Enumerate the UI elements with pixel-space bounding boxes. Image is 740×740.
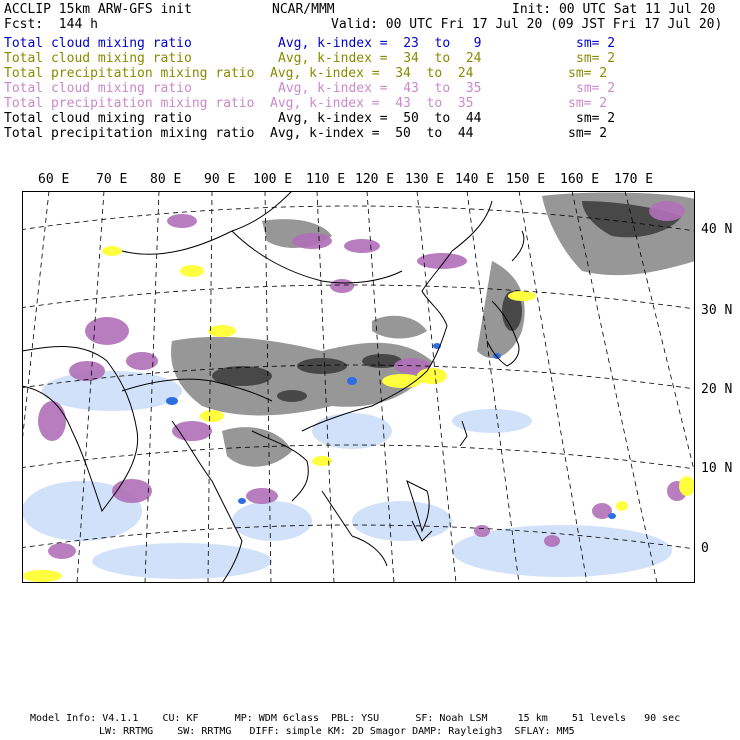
legend-row-field: Total precipitation mixing ratio [4, 66, 255, 81]
legend-row-field: Total cloud mixing ratio [4, 51, 192, 66]
model-info-line1: Model Info: V4.1.1 CU: KF MP: WDM 6class PBL: YSU SF: Noah LSM 15 km 51 levels 90 sec [30, 713, 681, 724]
legend-row-avg: Avg, k-index = 43 to 35 [270, 96, 474, 111]
lon-label: 140 E [455, 172, 495, 187]
lon-label: 60 E [38, 172, 70, 187]
legend-row-field: Total precipitation mixing ratio [4, 126, 255, 141]
valid-time: Valid: 00 UTC Fri 17 Jul 20 (09 JST Fri 17 Jul 20) [331, 17, 723, 32]
legend-row-sm: sm= 2 [568, 96, 608, 111]
lon-label: 170 E [614, 172, 654, 187]
lon-label: 150 E [506, 172, 546, 187]
model-info-line2: LW: RRTMG SW: RRTMG DIFF: simple KM: 2D Smagor DAMP: Rayleigh3 SFLAY: MM5 [99, 726, 575, 737]
legend-row-field: Total cloud mixing ratio [4, 81, 192, 96]
legend-row-avg: Avg, k-index = 34 to 24 [270, 66, 474, 81]
lat-label: 20 N [701, 382, 733, 397]
legend-row-sm: sm= 2 [568, 126, 608, 141]
lon-label: 100 E [253, 172, 293, 187]
legend-row-field: Total cloud mixing ratio [4, 111, 192, 126]
legend-row-sm: sm= 2 [576, 111, 616, 126]
forecast-map [22, 191, 695, 583]
organization-label: NCAR/MMM [272, 2, 335, 17]
lon-label: 110 E [306, 172, 346, 187]
lon-label: 160 E [560, 172, 600, 187]
legend-row-sm: sm= 2 [576, 36, 616, 51]
lat-label: 40 N [701, 222, 733, 237]
lat-label: 10 N [701, 461, 733, 476]
forecast-hour: Fcst: 144 h [4, 17, 98, 32]
init-time: Init: 00 UTC Sat 11 Jul 20 [512, 2, 716, 17]
lon-label: 70 E [96, 172, 128, 187]
legend-row-avg: Avg, k-index = 34 to 24 [278, 51, 482, 66]
lat-label: 30 N [701, 303, 733, 318]
legend-row-avg: Avg, k-index = 23 to 9 [278, 36, 482, 51]
legend-row-sm: sm= 2 [576, 51, 616, 66]
legend-row-avg: Avg, k-index = 43 to 35 [278, 81, 482, 96]
legend-row-avg: Avg, k-index = 50 to 44 [270, 126, 474, 141]
lon-label: 130 E [405, 172, 445, 187]
legend-row-field: Total precipitation mixing ratio [4, 96, 255, 111]
plot-title: ACCLIP 15km ARW-GFS init [4, 2, 192, 17]
lon-label: 80 E [150, 172, 182, 187]
legend-row-sm: sm= 2 [576, 81, 616, 96]
lon-label: 120 E [355, 172, 395, 187]
legend-row-avg: Avg, k-index = 50 to 44 [278, 111, 482, 126]
legend-row-field: Total cloud mixing ratio [4, 36, 192, 51]
legend-row-sm: sm= 2 [568, 66, 608, 81]
lat-label: 0 [701, 541, 709, 556]
lon-label: 90 E [204, 172, 236, 187]
